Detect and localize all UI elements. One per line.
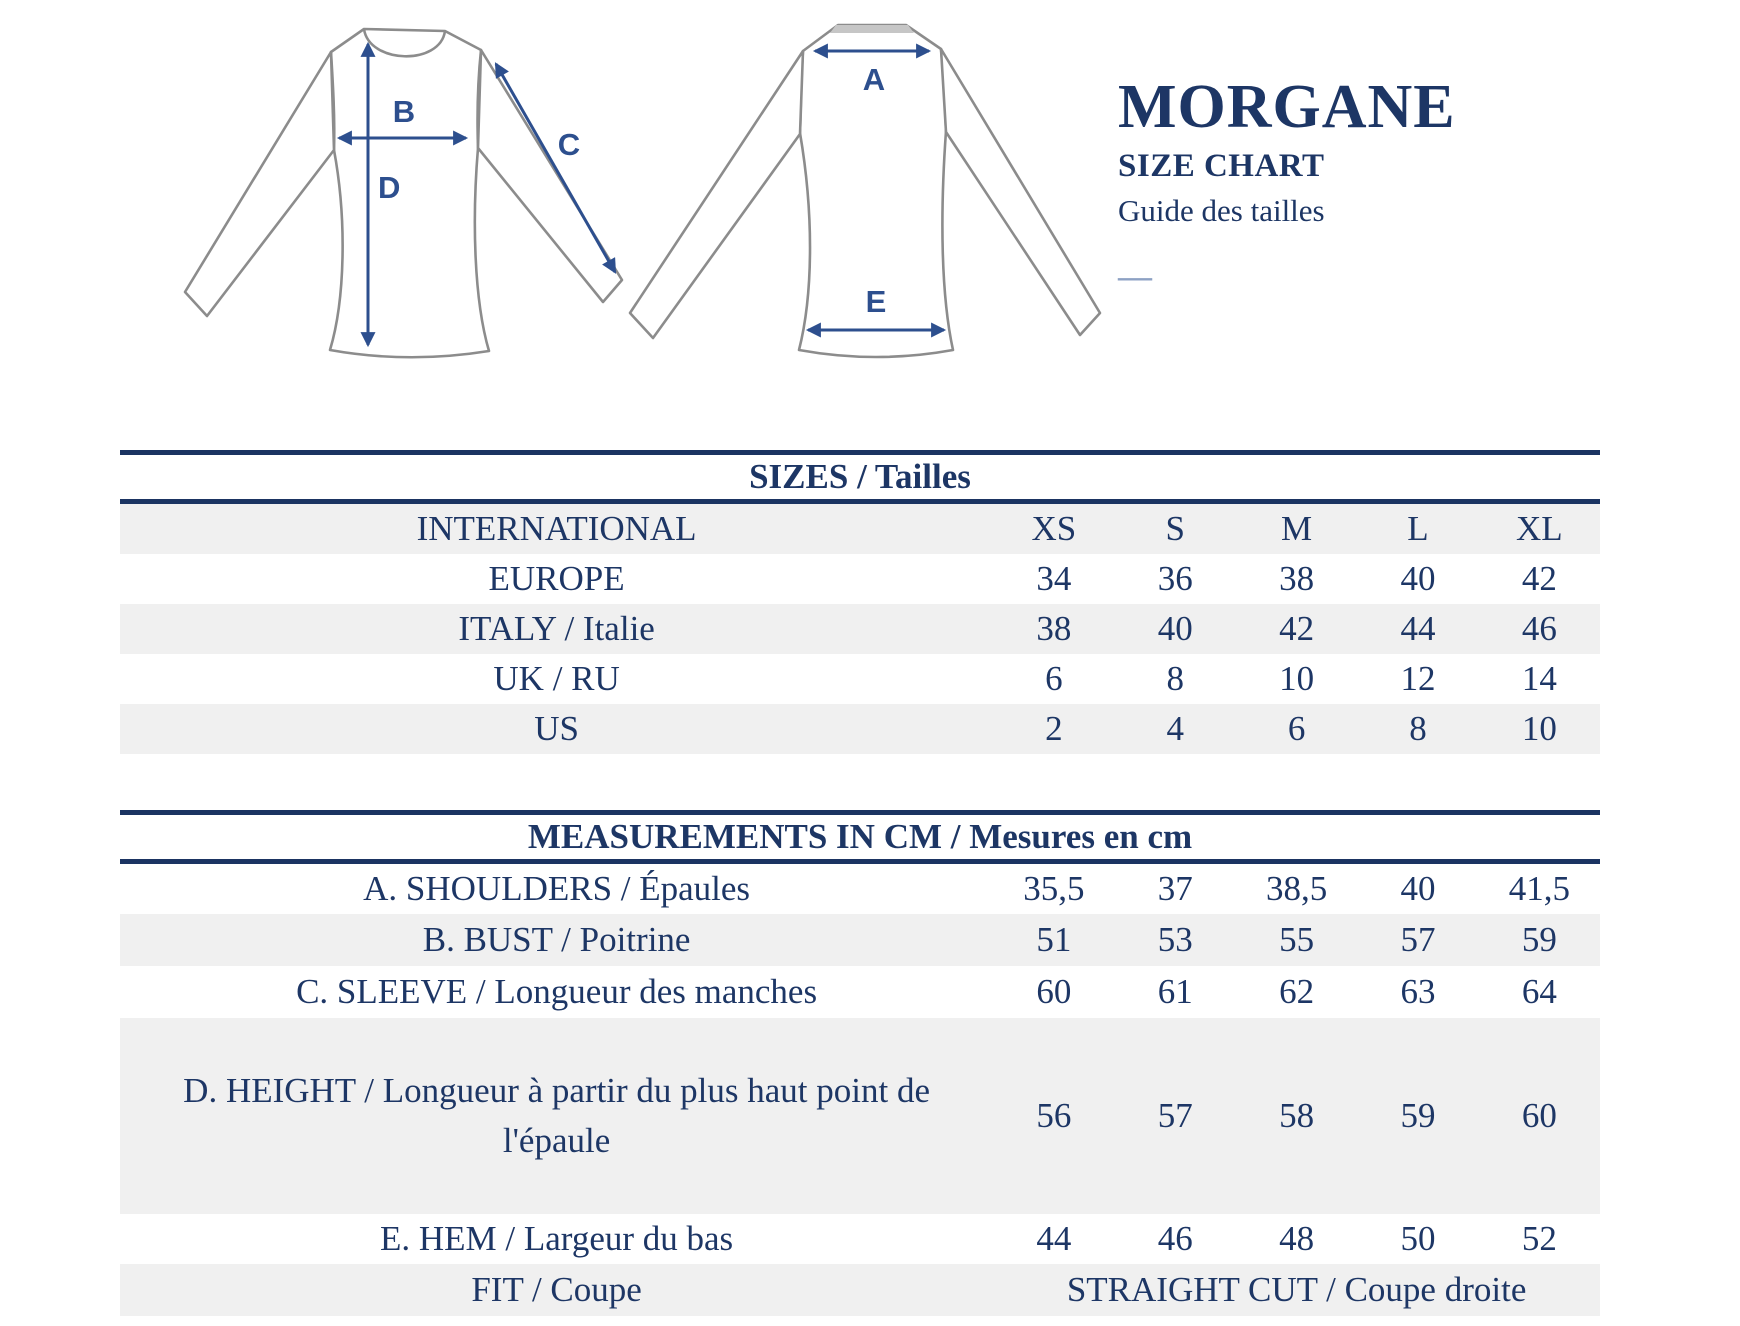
table-row-italy: [120, 604, 1600, 654]
size-cell: 34: [1036, 558, 1072, 598]
size-cell: 38: [1036, 608, 1072, 648]
table-row-shoulders: [120, 864, 1600, 914]
size-cell: 44: [1400, 608, 1436, 648]
back-collar: [830, 25, 914, 33]
garment-measurement-diagram: [0, 0, 1740, 400]
measure-cell: 60: [1521, 1095, 1557, 1135]
measure-label-e: E: [865, 284, 887, 319]
size-cell: 6: [1287, 708, 1306, 748]
divider-dash: —: [1118, 258, 1152, 295]
size-cell: 8: [1166, 658, 1184, 698]
table-row-fit: [120, 1264, 1600, 1316]
size-cell: 8: [1409, 708, 1427, 748]
measure-cell: 63: [1400, 971, 1436, 1011]
measure-cell: 60: [1036, 971, 1072, 1011]
size-cell: 10: [1521, 708, 1557, 748]
garment-back-view: [630, 25, 1100, 357]
size-cell: 2: [1045, 708, 1063, 748]
measure-cell: 50: [1400, 1218, 1436, 1258]
size-cell: 36: [1157, 558, 1193, 598]
size-chart-title: SIZE CHART: [1118, 148, 1325, 184]
measure-cell: 40: [1400, 868, 1436, 908]
back-left-sleeve: [630, 51, 803, 338]
size-cell: 6: [1045, 658, 1063, 698]
table-row-uk: [120, 654, 1600, 704]
size-cell: S: [1165, 508, 1185, 548]
size-cell: 4: [1166, 708, 1184, 748]
measurements-table: [120, 810, 1600, 1316]
measure-cell: 41,5: [1508, 868, 1570, 908]
measure-cell: 61: [1157, 971, 1193, 1011]
front-left-sleeve: [185, 52, 334, 316]
measure-cell: 55: [1279, 919, 1315, 959]
measure-cell: 59: [1521, 919, 1557, 959]
measure-label-c: C: [557, 127, 581, 162]
size-cell: L: [1407, 508, 1429, 548]
measure-cell: 56: [1036, 1095, 1072, 1135]
table-row-sleeve: [120, 966, 1600, 1018]
row-label: UK / RU: [493, 659, 620, 699]
size-cell: XS: [1031, 508, 1077, 548]
measure-cell: 53: [1157, 919, 1193, 959]
row-label: FIT / Coupe: [471, 1270, 642, 1310]
measure-cell: 59: [1400, 1095, 1436, 1135]
size-cell: 46: [1521, 608, 1557, 648]
front-body-outline: [330, 29, 489, 357]
measure-cell: 64: [1521, 971, 1557, 1011]
measure-cell: 58: [1279, 1095, 1315, 1135]
row-label: EUROPE: [488, 559, 625, 599]
row-label: E. HEM / Largeur du bas: [380, 1219, 734, 1259]
measure-cell: 44: [1036, 1218, 1072, 1258]
sizes-table-header: SIZES / Tailles: [120, 450, 1600, 504]
size-cell: 14: [1521, 658, 1557, 698]
measure-cell: 52: [1521, 1218, 1557, 1258]
measure-label-a: A: [862, 62, 886, 97]
table-row-europe: [120, 554, 1600, 604]
size-cell: 40: [1400, 558, 1436, 598]
size-cell: 40: [1157, 608, 1193, 648]
size-chart-subtitle-fr: Guide des tailles: [1118, 193, 1325, 228]
brand-title: MORGANE: [1118, 73, 1456, 141]
measure-cell: 38,5: [1265, 868, 1328, 908]
measure-cell: 51: [1036, 919, 1072, 959]
size-cell: 38: [1279, 558, 1315, 598]
front-right-sleeve: [478, 50, 622, 302]
row-label: INTERNATIONAL: [416, 509, 697, 549]
size-cell: M: [1281, 508, 1313, 548]
size-cell: 42: [1279, 608, 1315, 648]
table-row-height: [120, 1018, 1600, 1214]
measure-cell: 48: [1279, 1218, 1315, 1258]
size-cell: 12: [1400, 658, 1436, 698]
measure-cell: 57: [1400, 919, 1436, 959]
size-cell: XL: [1515, 508, 1563, 548]
table-row-us: [120, 704, 1600, 754]
sizes-table: [120, 450, 1600, 754]
row-label: B. BUST / Poitrine: [422, 920, 691, 960]
table-row-bust: [120, 914, 1600, 966]
row-label: ITALY / Italie: [458, 609, 655, 649]
table-row-international: [120, 504, 1600, 554]
measure-cell: 46: [1157, 1218, 1193, 1258]
measure-cell: 62: [1279, 971, 1315, 1011]
row-label: A. SHOULDERS / Épaules: [363, 869, 751, 909]
measurements-table-header: MEASUREMENTS IN CM / Mesures en cm: [120, 810, 1600, 864]
measure-label-d: D: [378, 170, 401, 205]
back-right-sleeve: [941, 49, 1100, 335]
measure-cell: 37: [1157, 868, 1193, 908]
measure-cell: 57: [1157, 1095, 1193, 1135]
row-label: D. HEIGHT / Longueur à partir du plus haut point de l'épaule: [183, 1071, 931, 1160]
size-cell: 42: [1521, 558, 1557, 598]
measure-label-b: B: [392, 94, 416, 129]
fit-value-cell: STRAIGHT CUT / Coupe droite: [1066, 1269, 1527, 1309]
row-label: C. SLEEVE / Longueur des manches: [296, 972, 818, 1012]
size-cell: 10: [1279, 658, 1315, 698]
table-row-hem: [120, 1214, 1600, 1264]
measure-cell: 35,5: [1023, 868, 1085, 908]
row-label: US: [534, 709, 579, 749]
garment-front-view: [185, 29, 622, 357]
